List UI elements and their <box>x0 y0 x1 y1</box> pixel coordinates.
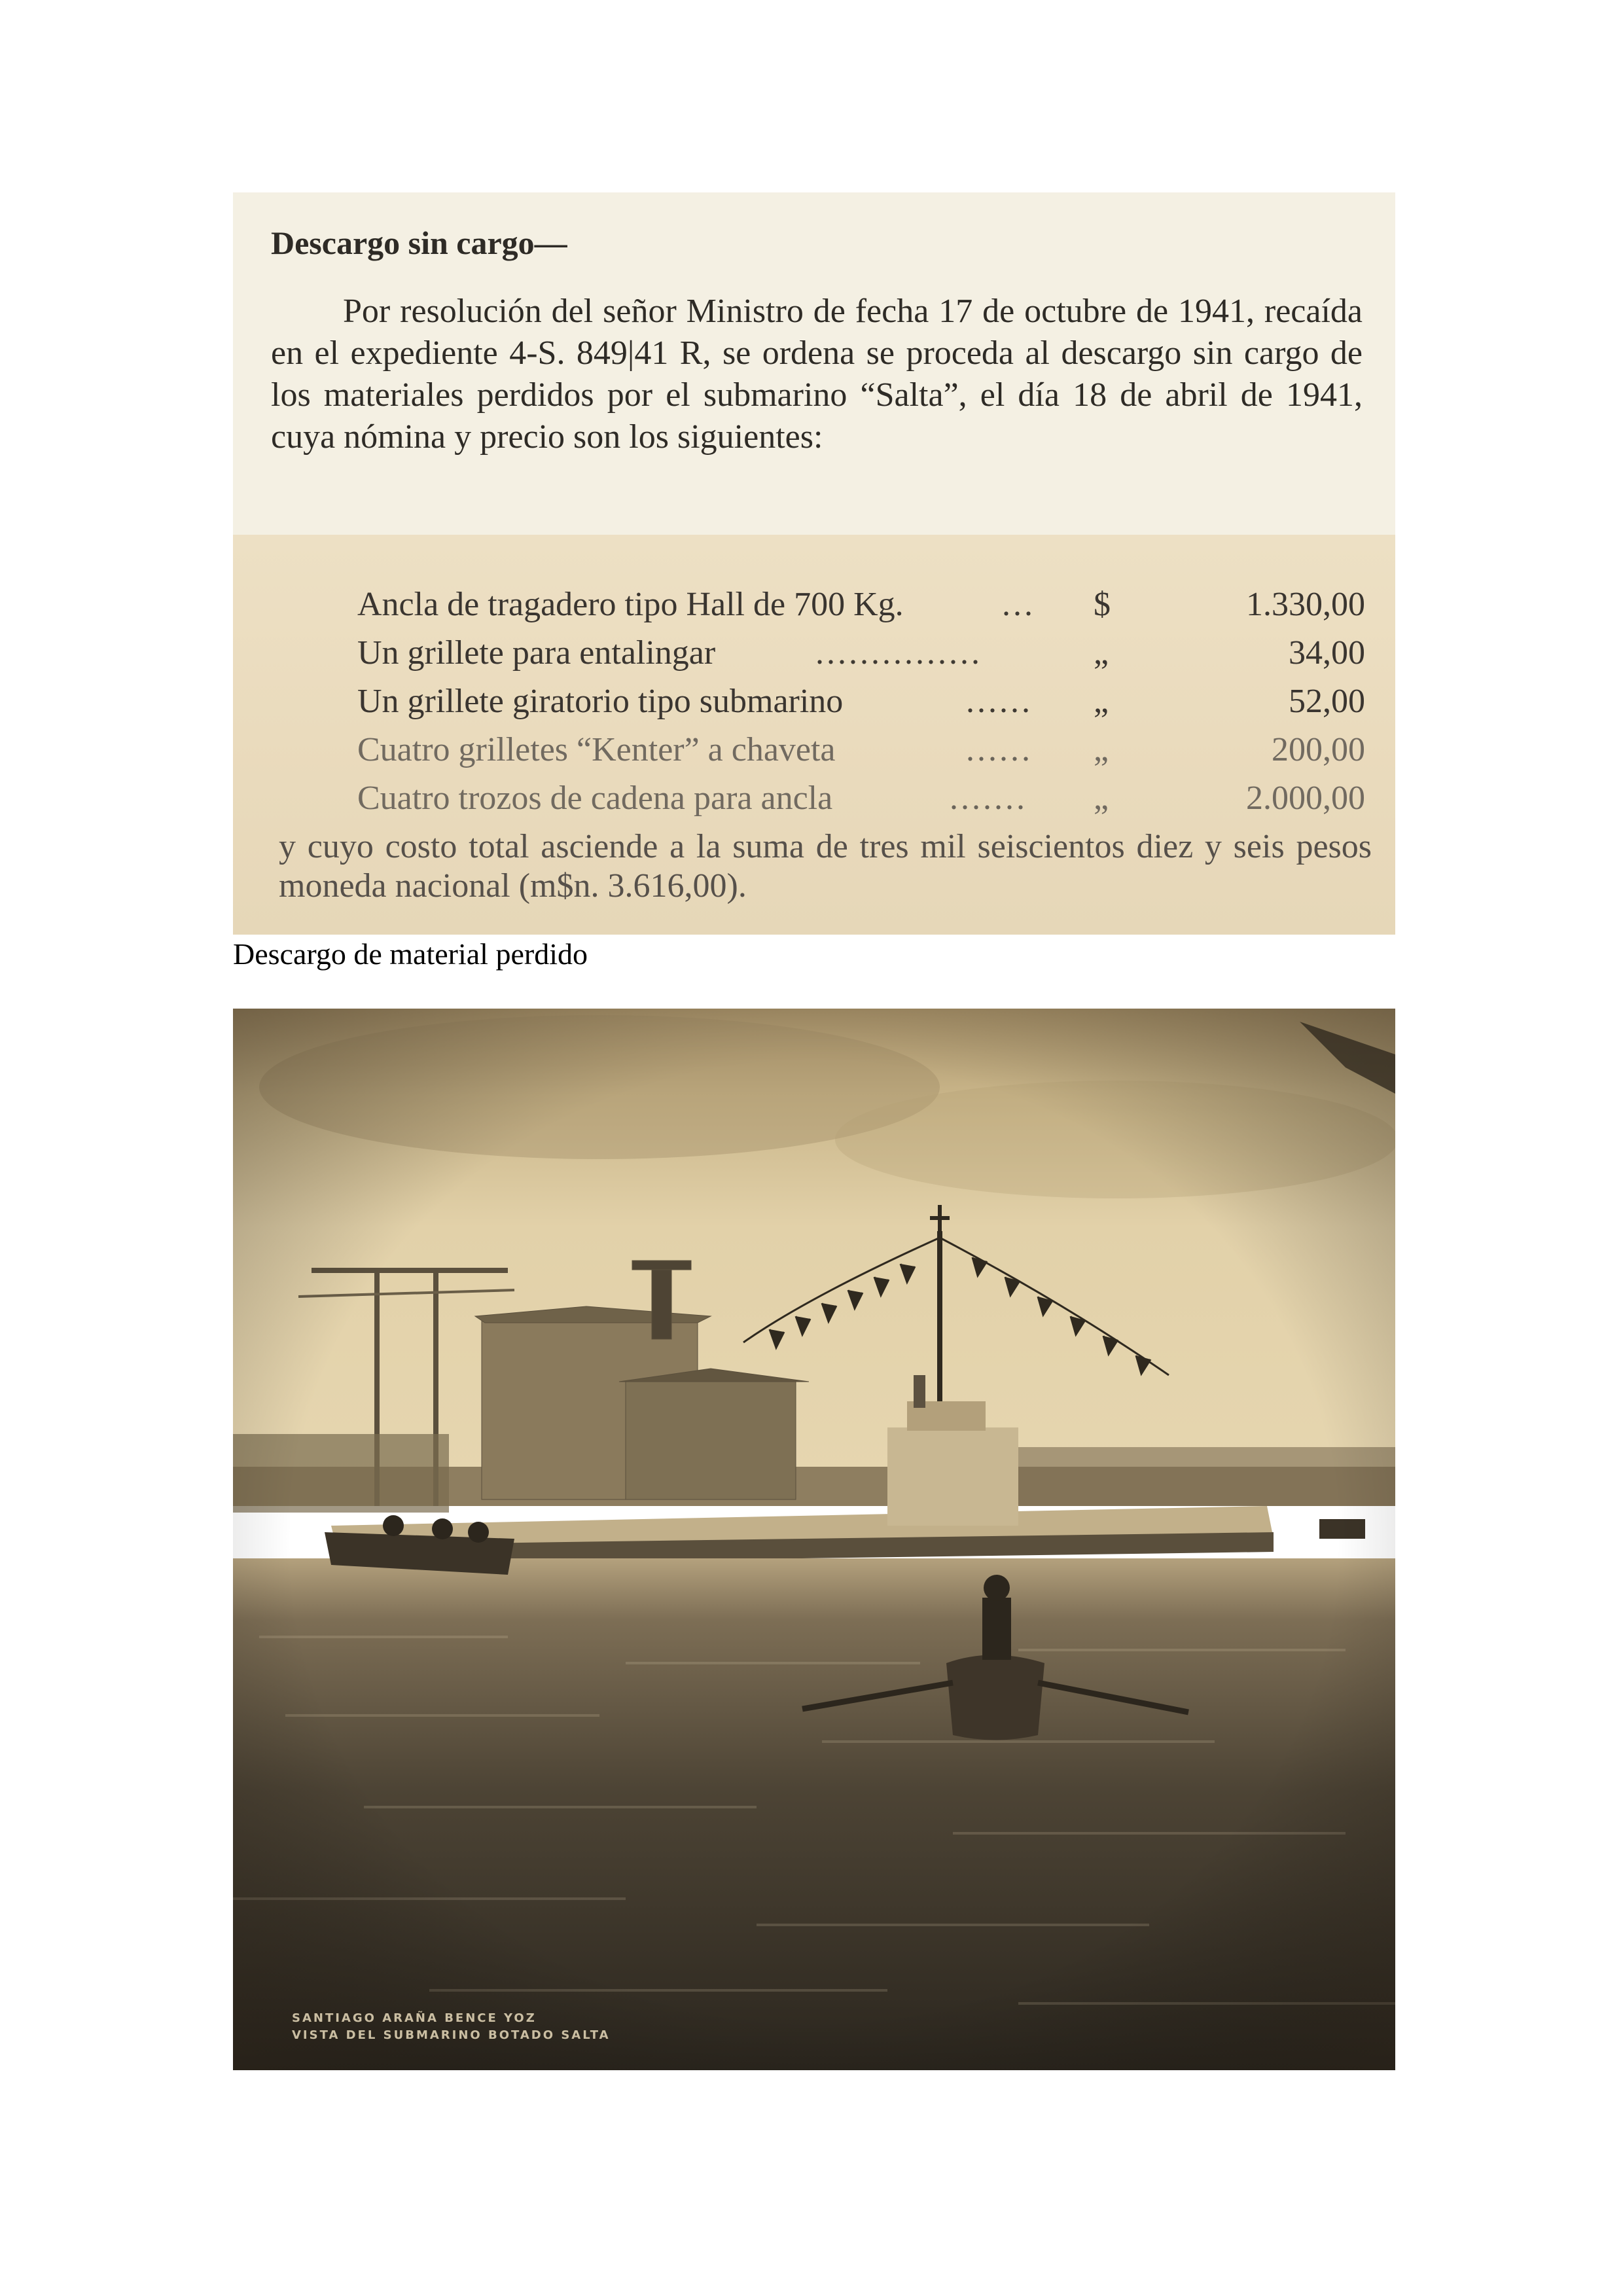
material-currency: „ <box>1094 780 1109 817</box>
material-amount: 2.000,00 <box>1246 780 1365 817</box>
material-description: Ancla de tragadero tipo Hall de 700 Kg. <box>357 586 904 623</box>
material-description: Cuatro grilletes “Kenter” a chaveta <box>357 731 836 768</box>
photo-credit-line-2: VISTA DEL SUBMARINO BOTADO SALTA <box>292 2028 611 2042</box>
material-amount: 1.330,00 <box>1246 586 1365 623</box>
leader-dots: ............... <box>815 634 982 672</box>
material-currency: „ <box>1094 683 1109 720</box>
clipping-scan <box>233 192 1395 935</box>
leader-dots: ... <box>1002 586 1035 623</box>
leader-dots: ....... <box>950 780 1027 817</box>
material-row <box>357 730 1365 779</box>
material-currency: $ <box>1094 586 1111 623</box>
paragraph-text: Por resolución del señor Ministro de fecha 17 de octubre de 1941, recaída en el expediente 4-S. 849|41 R, se ordena se proceda al descargo sin cargo de los materiales perdidos por el submarino “Salta”, el día 18 de abril de 1941, cuya nómina y precio son los siguientes: <box>271 293 1363 456</box>
photo-credit-line-1: SANTIAGO ARAÑA BENCE YOZ <box>292 2011 537 2025</box>
clipping-paragraph <box>271 291 1363 458</box>
material-currency: „ <box>1094 731 1109 768</box>
material-row <box>357 634 1365 682</box>
clipping-closing: y cuyo costo total asciende a la suma de tres mil seiscientos diez y seis pesos moneda nacional (m$n. 3.616,00). <box>279 828 1372 905</box>
sepia-photograph <box>233 1009 1395 2070</box>
leader-dots: ...... <box>966 683 1033 720</box>
submarine-photo <box>233 1009 1395 2070</box>
material-row <box>357 585 1365 634</box>
material-description: Un grillete para entalingar <box>357 634 716 672</box>
photo-credit <box>292 2010 611 2044</box>
material-description: Un grillete giratorio tipo submarino <box>357 683 844 720</box>
material-amount: 52,00 <box>1289 683 1365 720</box>
photo-vignette <box>233 1009 1395 2070</box>
material-description: Cuatro trozos de cadena para ancla <box>357 780 833 817</box>
material-currency: „ <box>1094 634 1109 672</box>
leader-dots: ...... <box>966 731 1033 768</box>
image-caption: Descargo de material perdido <box>233 937 588 971</box>
material-row <box>357 779 1365 827</box>
material-row <box>357 682 1365 730</box>
material-amount: 34,00 <box>1289 634 1365 672</box>
material-amount: 200,00 <box>1272 731 1365 768</box>
materials-list <box>357 585 1365 827</box>
clipping-heading: Descargo sin cargo— <box>271 224 567 261</box>
